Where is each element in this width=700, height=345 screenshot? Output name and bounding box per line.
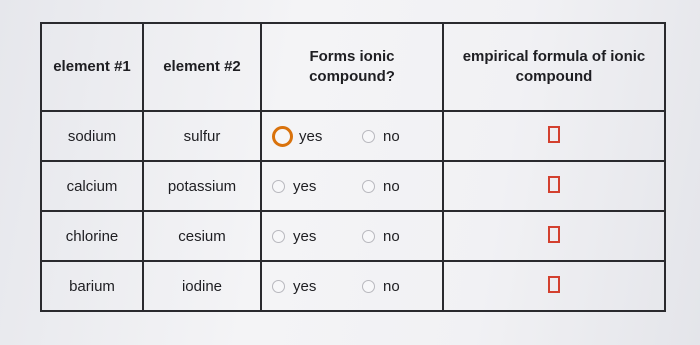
header-element-1: element #1 xyxy=(41,23,143,111)
radio-yes[interactable] xyxy=(272,280,285,293)
radio-no[interactable] xyxy=(362,280,375,293)
forms-ionic-cell xyxy=(261,111,443,161)
element-1-cell: barium xyxy=(41,261,143,311)
radio-no[interactable] xyxy=(362,230,375,243)
element-2-cell: potassium xyxy=(143,161,261,211)
radio-yes[interactable] xyxy=(272,180,285,193)
header-empirical-label: empirical formula of ionic compound xyxy=(462,48,646,85)
no-option[interactable] xyxy=(352,128,442,145)
element-1-cell: sodium xyxy=(41,111,143,161)
empirical-formula-cell xyxy=(443,111,665,161)
element-1-cell: calcium xyxy=(41,161,143,211)
yes-label: yes xyxy=(293,177,317,195)
yes-label: yes xyxy=(299,127,323,145)
yes-label: yes xyxy=(293,227,317,245)
element-1-cell: chlorine xyxy=(41,211,143,261)
element-2-cell: iodine xyxy=(143,261,261,311)
radio-yes[interactable] xyxy=(272,230,285,243)
no-label: no xyxy=(383,127,400,145)
table-row xyxy=(41,161,665,211)
radio-yes-selected[interactable] xyxy=(272,126,293,147)
formula-input-box[interactable] xyxy=(548,276,560,293)
formula-input-box[interactable] xyxy=(548,126,560,143)
empirical-formula-cell xyxy=(443,261,665,311)
radio-no[interactable] xyxy=(362,130,375,143)
no-option[interactable] xyxy=(352,278,442,295)
element-2-cell: sulfur xyxy=(143,111,261,161)
header-empirical-formula xyxy=(443,23,665,111)
yes-option[interactable] xyxy=(262,178,352,195)
formula-input-box[interactable] xyxy=(548,176,560,193)
radio-no[interactable] xyxy=(362,180,375,193)
no-option[interactable] xyxy=(352,178,442,195)
table-row xyxy=(41,261,665,311)
forms-ionic-cell xyxy=(261,211,443,261)
header-forms-ionic-label: Forms ionic compound? xyxy=(309,48,395,85)
yes-no-radio-group xyxy=(262,278,442,295)
header-row xyxy=(41,23,665,111)
empirical-formula-cell xyxy=(443,211,665,261)
yes-no-radio-group xyxy=(262,228,442,245)
no-label: no xyxy=(383,227,400,245)
yes-option[interactable] xyxy=(262,278,352,295)
yes-option[interactable] xyxy=(262,228,352,245)
yes-no-radio-group xyxy=(262,126,442,147)
empirical-formula-cell xyxy=(443,161,665,211)
formula-input-box[interactable] xyxy=(548,226,560,243)
forms-ionic-cell xyxy=(261,261,443,311)
yes-no-radio-group xyxy=(262,178,442,195)
forms-ionic-cell xyxy=(261,161,443,211)
no-label: no xyxy=(383,277,400,295)
yes-option[interactable] xyxy=(262,126,352,147)
no-label: no xyxy=(383,177,400,195)
table-row xyxy=(41,111,665,161)
ionic-compound-table xyxy=(40,22,666,312)
yes-label: yes xyxy=(293,277,317,295)
no-option[interactable] xyxy=(352,228,442,245)
table-row xyxy=(41,211,665,261)
header-element-2: element #2 xyxy=(143,23,261,111)
header-forms-ionic xyxy=(261,23,443,111)
element-2-cell: cesium xyxy=(143,211,261,261)
